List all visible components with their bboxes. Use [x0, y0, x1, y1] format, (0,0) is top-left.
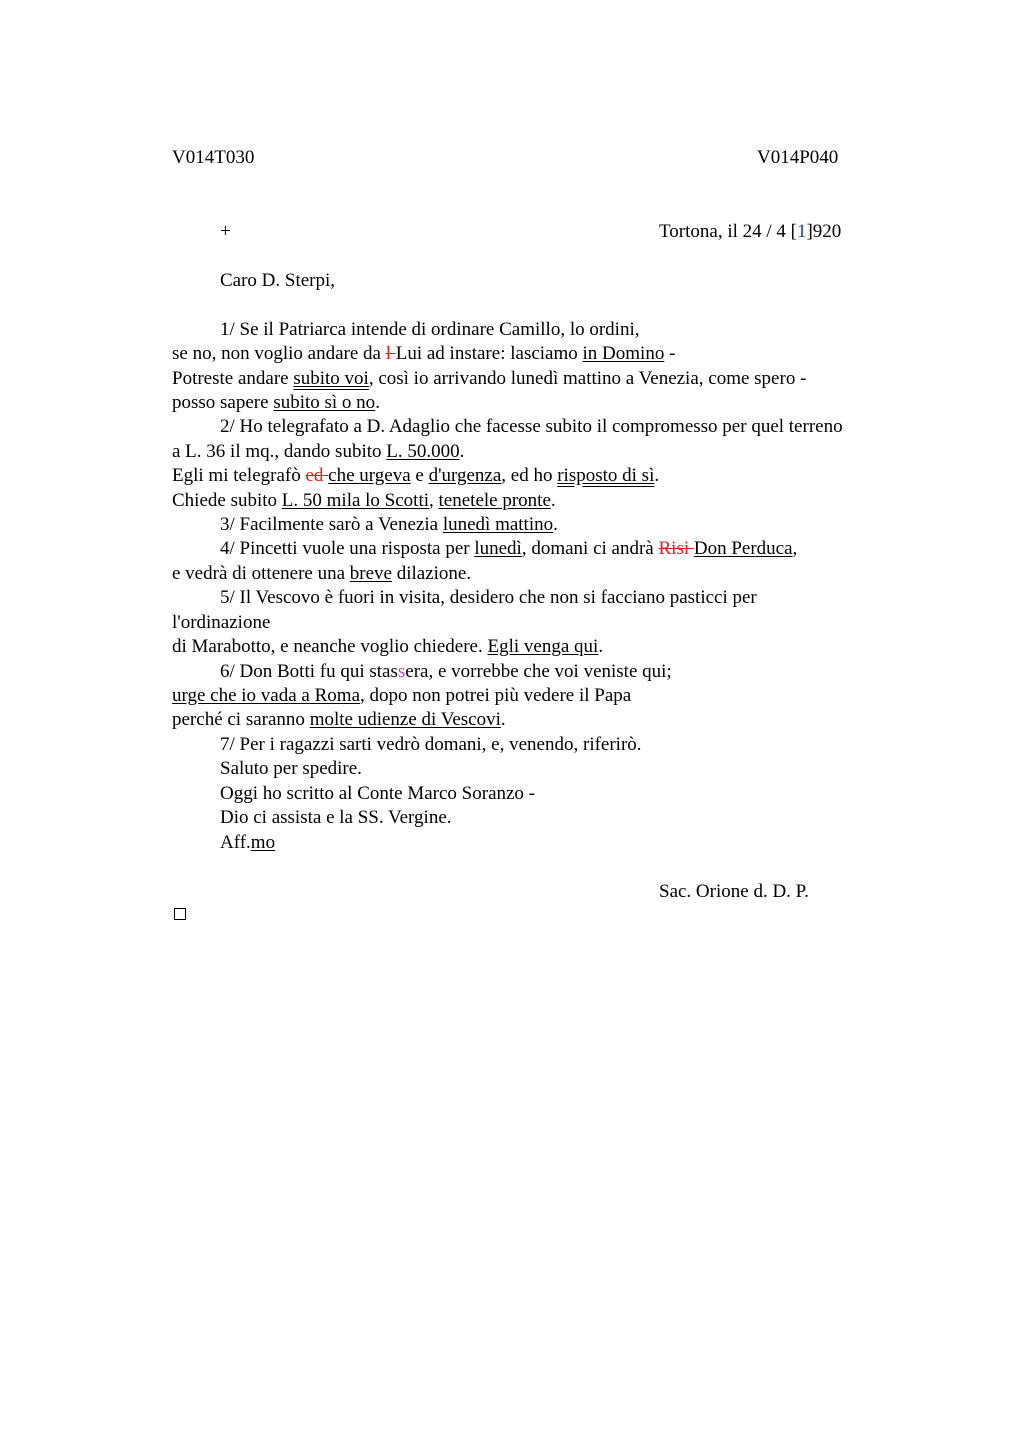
underlined-text: Egli venga qui [487, 636, 599, 657]
underlined-text: urge che io vada a Roma [172, 685, 360, 706]
double-underlined-text: subito voi [293, 368, 369, 389]
underlined-text: d'urgenza [428, 465, 502, 486]
editorial-insert: 1 [796, 221, 807, 242]
body-line: 5/ Il Vescovo è fuori in visita, desidero che non si facciano pasticci per [220, 587, 757, 608]
document-code-right: V014P040 [757, 147, 839, 168]
document-code-left: V014T030 [172, 147, 255, 168]
underlined-text: breve [349, 563, 392, 584]
deleted-text: Risi [658, 538, 694, 559]
underlined-text: molte udienze di Vescovi [309, 709, 501, 730]
body-line: Saluto per spedire. [220, 758, 362, 779]
underlined-text: tenetele pronte [438, 490, 551, 511]
salutation: Caro D. Sterpi, [220, 270, 336, 291]
body-line: 3/ Facilmente sarò a Venezia lunedì mattino. [220, 514, 558, 535]
underlined-text: lunedì [474, 538, 522, 559]
body-line: Egli mi telegrafò ed che urgeva e d'urgenza, ed ho risposto di sì. [172, 465, 660, 486]
underlined-text: mo [250, 832, 276, 853]
body-line: 6/ Don Botti fu qui stassera, e vorrebbe che voi veniste qui; [220, 661, 672, 682]
deleted-text: ed [305, 465, 329, 486]
underlined-text: in Domino [582, 343, 665, 364]
end-marker-box-icon [174, 908, 186, 920]
closing: Aff.mo [220, 832, 276, 853]
body-line: 1/ Se il Patriarca intende di ordinare Camillo, lo ordini, [220, 319, 640, 340]
underlined-text: L. 50 mila lo Scotti [281, 490, 430, 511]
body-line: l'ordinazione [172, 612, 271, 633]
cross-symbol: + [220, 221, 231, 242]
body-line: Potreste andare subito voi, così io arrivando lunedì mattino a Venezia, come spero - [172, 368, 807, 389]
body-line: Oggi ho scritto al Conte Marco Soranzo - [220, 783, 536, 804]
body-line: Dio ci assista e la SS. Vergine. [220, 807, 452, 828]
body-line: perché ci saranno molte udienze di Vescovi. [172, 709, 506, 730]
deleted-text: l [385, 343, 396, 364]
body-line: urge che io vada a Roma, dopo non potrei più vedere il Papa [172, 685, 632, 706]
body-line: 4/ Pincetti vuole una risposta per lunedì, domani ci andrà Risi Don Perduca, [220, 538, 798, 559]
body-line: posso sapere subito sì o no. [172, 392, 380, 413]
underlined-text: Don Perduca [693, 538, 793, 559]
underlined-text: che urgeva [328, 465, 411, 486]
body-line: 7/ Per i ragazzi sarti vedrò domani, e, venendo, riferirò. [220, 734, 642, 755]
underlined-text: subito sì o no [273, 392, 376, 413]
editorial-insert: s [397, 661, 406, 682]
body-line: a L. 36 il mq., dando subito L. 50.000. [172, 441, 465, 462]
signature: Sac. Orione d. D. P. [659, 881, 809, 902]
body-line: Chiede subito L. 50 mila lo Scotti, tenetele pronte. [172, 490, 556, 511]
place-date: Tortona, il 24 / 4 [1]920 [659, 221, 842, 242]
body-line: 2/ Ho telegrafato a D. Adaglio che facesse subito il compromesso per quel terreno [220, 416, 843, 437]
underlined-text: lunedì mattino [442, 514, 554, 535]
body-line: di Marabotto, e neanche voglio chiedere. Egli venga qui. [172, 636, 604, 657]
double-underlined-text: risposto di sì [557, 465, 655, 486]
body-line: e vedrà di ottenere una breve dilazione. [172, 563, 472, 584]
underlined-text: L. 50.000 [386, 441, 460, 462]
body-line: se no, non voglio andare da l Lui ad instare: lasciamo in Domino - [172, 343, 676, 364]
